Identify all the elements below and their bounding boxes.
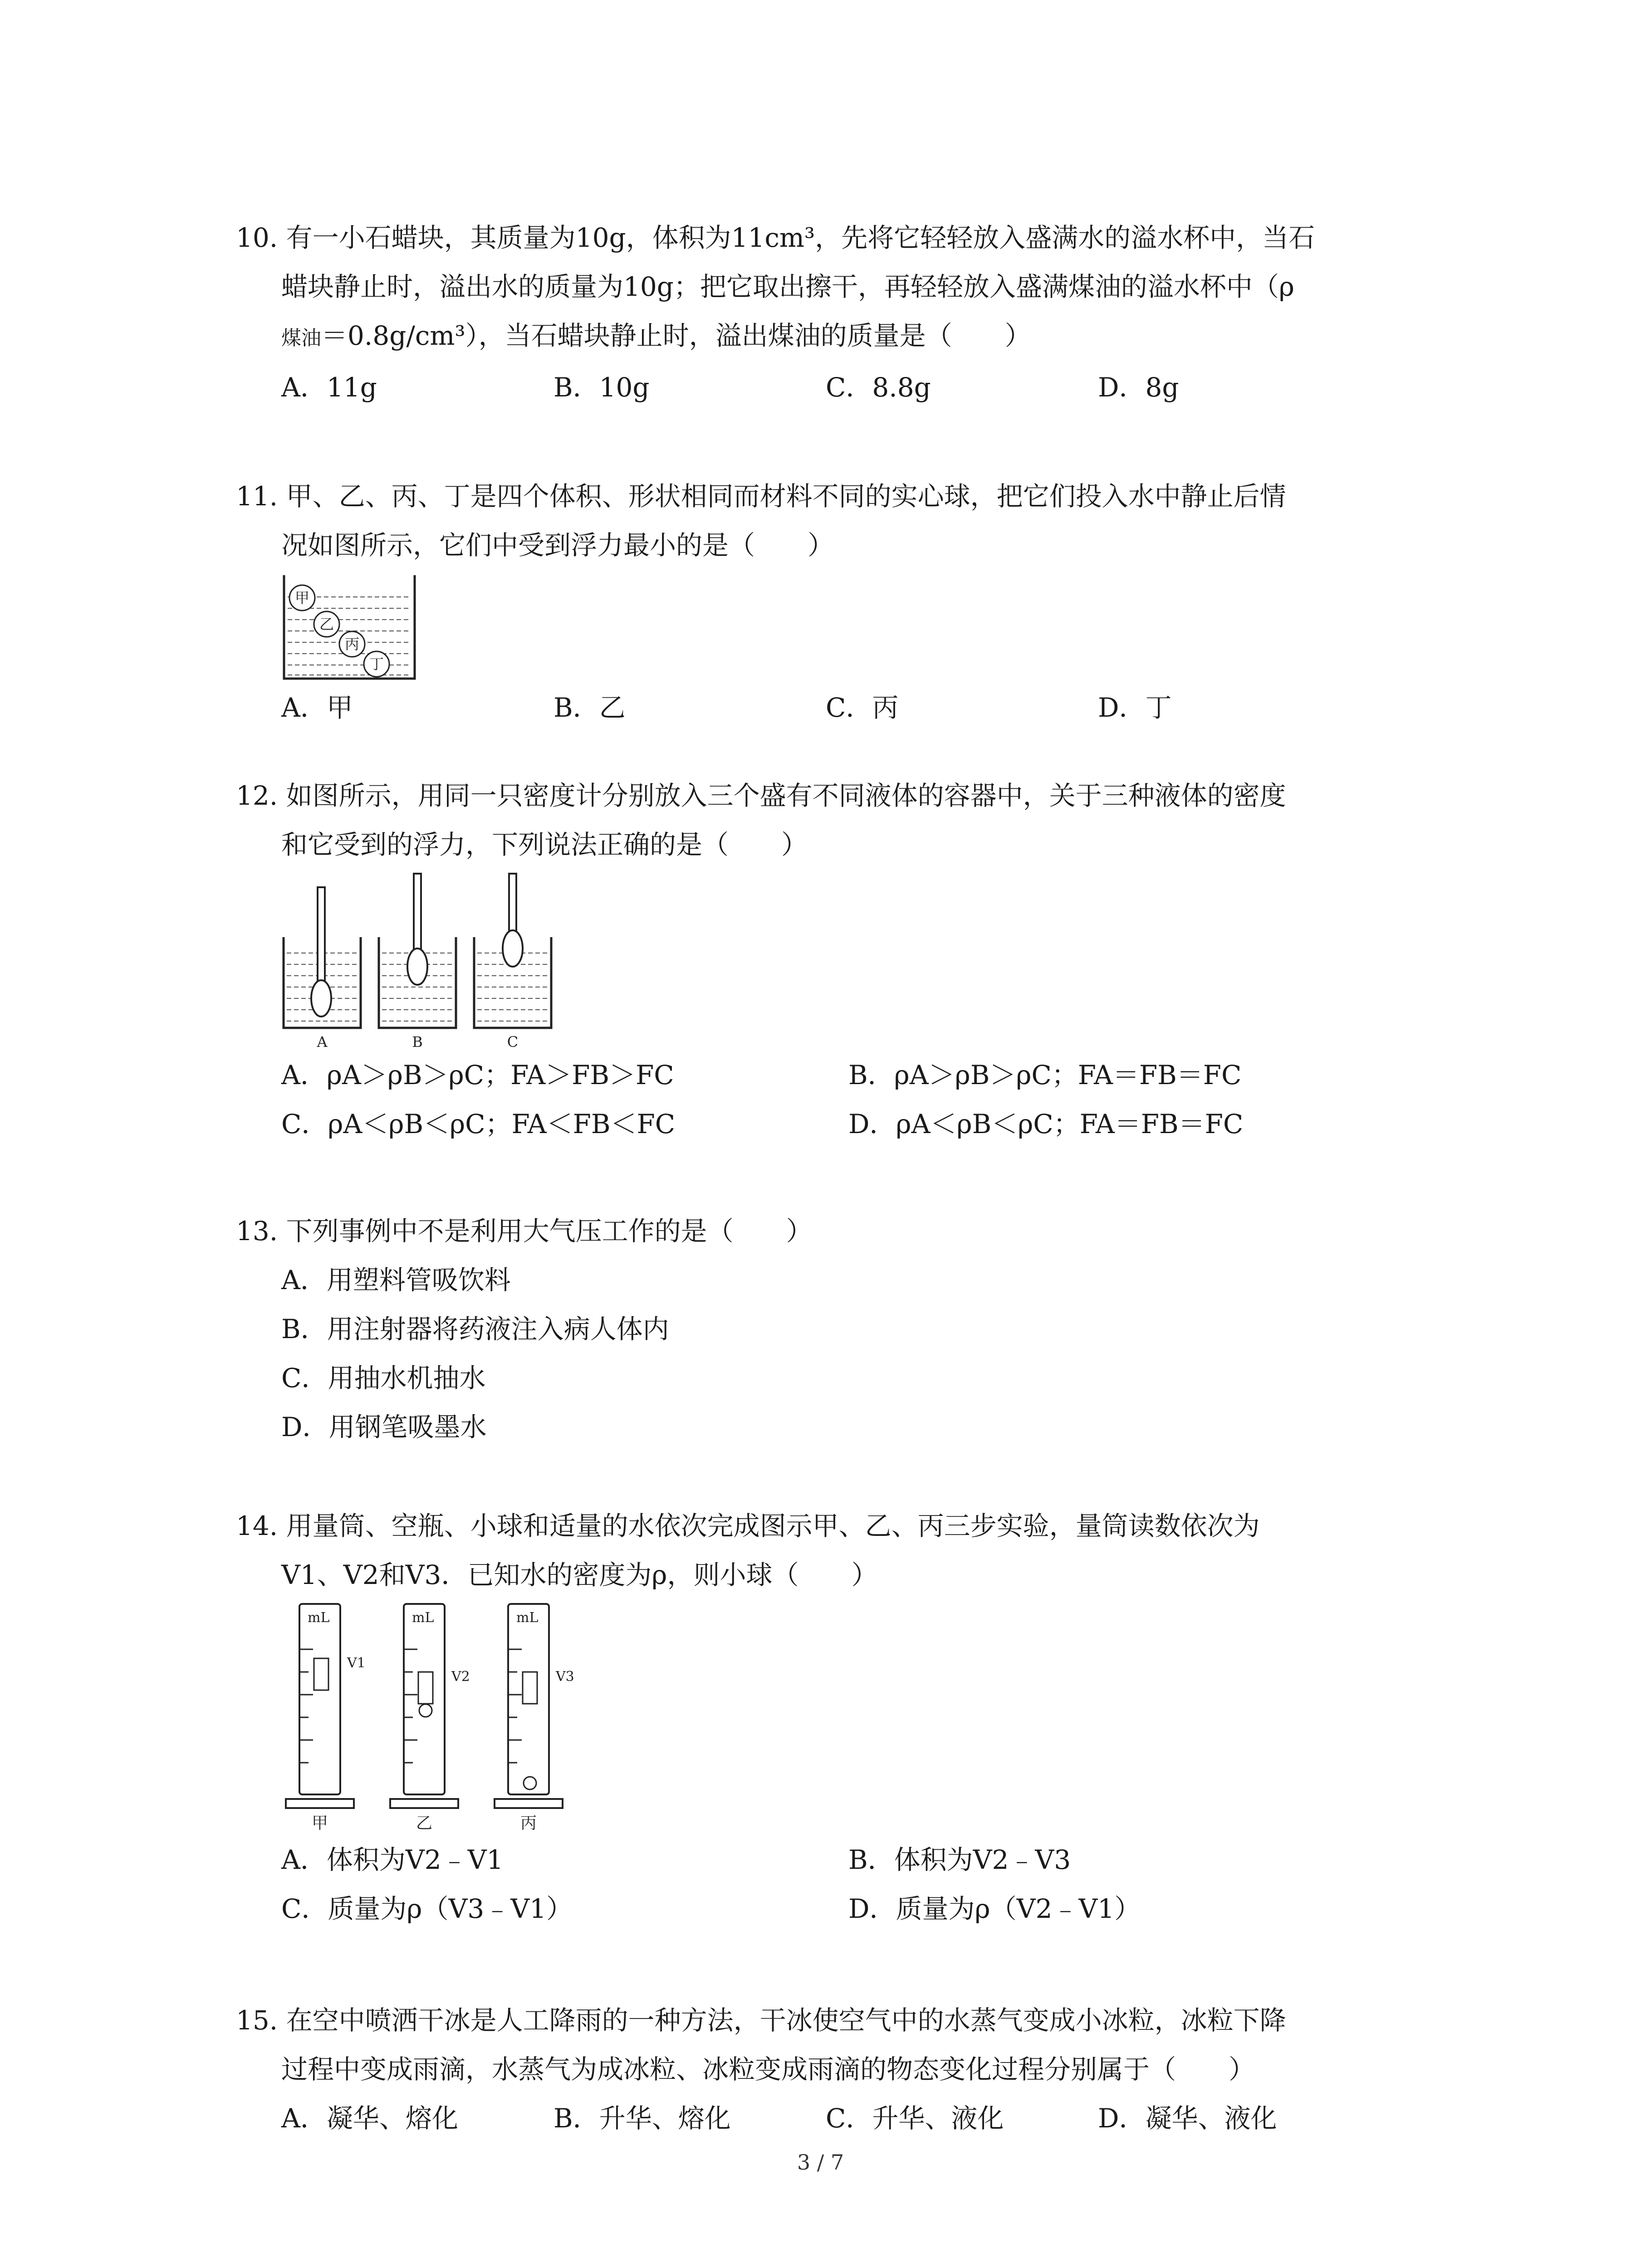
- q12-hydrometer-figure: [281, 869, 626, 1051]
- reading-v1: V1: [347, 1655, 366, 1671]
- question-14: [236, 1501, 1443, 1933]
- q11-option-a[interactable]: A．甲: [281, 692, 353, 723]
- q11-options: [236, 683, 1443, 732]
- q10-options: [236, 363, 1443, 412]
- cylinder-unit-2: mL: [412, 1610, 434, 1626]
- beaker-label-a: A: [317, 1033, 328, 1051]
- q11-option-d[interactable]: D．丁: [1098, 692, 1172, 723]
- q11-option-b[interactable]: B．乙: [554, 692, 626, 723]
- reading-v2: V2: [451, 1669, 470, 1685]
- q11-container-figure: [281, 570, 417, 683]
- q10-option-b[interactable]: B．10g: [554, 372, 650, 403]
- q12-line-2: 和它受到的浮力，下列说法正确的是（ ）: [281, 829, 808, 860]
- cylinder-label-yi: 乙: [416, 1814, 433, 1833]
- q11-option-c[interactable]: C．丙: [826, 692, 899, 723]
- q14-option-b[interactable]: B．体积为V2﹣V3: [848, 1844, 1071, 1875]
- q14-cylinders-figure: [281, 1599, 599, 1835]
- q12-option-c[interactable]: C．ρA＜ρB＜ρC；FA＜FB＜FC: [281, 1109, 676, 1139]
- q10-option-c[interactable]: C．8.8g: [826, 372, 931, 403]
- q10-option-d[interactable]: D．8g: [1098, 372, 1179, 403]
- q12-option-a[interactable]: A．ρA＞ρB＞ρC；FA＞FB＞FC: [281, 1060, 674, 1090]
- q14-options-row-1: [236, 1835, 1443, 1884]
- question-15: [236, 1996, 1443, 2143]
- q13-option-c[interactable]: C．用抽水机抽水: [281, 1363, 486, 1393]
- beaker-label-c: C: [507, 1033, 519, 1051]
- q15-options: [236, 2094, 1443, 2143]
- ball-label-ding: 丁: [369, 655, 384, 673]
- q10-option-a[interactable]: A．11g: [281, 372, 377, 403]
- q10-line-1: 10. 有一小石蜡块，其质量为10g，体积为11cm³，先将它轻轻放入盛满水的溢水杯中，当石: [236, 222, 1315, 253]
- q15-line-1: 15. 在空中喷洒干冰是人工降雨的一种方法，干冰使空气中的水蒸气变成小冰粒，冰粒下降: [236, 2005, 1286, 2036]
- q10-subscript: 煤油: [281, 327, 321, 350]
- ball-label-jia: 甲: [294, 589, 310, 606]
- reading-v3: V3: [556, 1669, 574, 1685]
- q14-option-a[interactable]: A．体积为V2﹣V1: [281, 1844, 504, 1875]
- q12-option-b[interactable]: B．ρA＞ρB＞ρC；FA＝FB＝FC: [848, 1060, 1242, 1090]
- question-11: [236, 472, 1443, 732]
- q10-line-2: 蜡块静止时，溢出水的质量为10g；把它取出擦干，再轻轻放入盛满煤油的溢水杯中（ρ: [281, 271, 1295, 302]
- q12-options-row-2: [236, 1100, 1443, 1149]
- beaker-label-b: B: [412, 1033, 423, 1051]
- cylinder-unit-3: mL: [516, 1610, 539, 1626]
- q13-line-1: 13. 下列事例中不是利用大气压工作的是（ ）: [236, 1216, 813, 1246]
- page-number: 3 / 7: [797, 2150, 844, 2175]
- ball-label-bing: 丙: [344, 635, 360, 653]
- cylinder-label-bing: 丙: [520, 1814, 537, 1833]
- q15-option-c[interactable]: C．升华、液化: [826, 2103, 1004, 2134]
- question-13: [236, 1207, 1443, 1452]
- q11-line-2: 况如图所示，它们中受到浮力最小的是（ ）: [281, 530, 834, 561]
- q14-option-c[interactable]: C．质量为ρ（V3﹣V1）: [281, 1893, 573, 1924]
- q13-option-b[interactable]: B．用注射器将药液注入病人体内: [281, 1314, 669, 1344]
- q13-option-a[interactable]: A．用塑料管吸饮料: [281, 1265, 511, 1295]
- q15-option-d[interactable]: D．凝华、液化: [1098, 2103, 1277, 2134]
- cylinder-label-jia: 甲: [311, 1814, 328, 1833]
- q11-line-1: 11. 甲、乙、丙、丁是四个体积、形状相同而材料不同的实心球，把它们投入水中静止后情: [236, 481, 1286, 512]
- q14-option-d[interactable]: D．质量为ρ（V2﹣V1）: [848, 1893, 1141, 1924]
- q14-line-2: V1、V2和V3．已知水的密度为ρ，则小球（ ）: [281, 1559, 878, 1590]
- q13-option-d[interactable]: D．用钢笔吸墨水: [281, 1412, 487, 1442]
- question-12: [236, 771, 1443, 1149]
- q15-option-a[interactable]: A．凝华、熔化: [281, 2103, 458, 2134]
- q12-option-d[interactable]: D．ρA＜ρB＜ρC；FA＝FB＝FC: [848, 1109, 1244, 1139]
- ball-label-yi: 乙: [319, 616, 334, 633]
- q15-line-2: 过程中变成雨滴，水蒸气为成冰粒、冰粒变成雨滴的物态变化过程分别属于（ ）: [281, 2054, 1255, 2085]
- q14-line-1: 14. 用量筒、空瓶、小球和适量的水依次完成图示甲、乙、丙三步实验，量筒读数依次为: [236, 1510, 1260, 1541]
- q12-options-row-1: [236, 1051, 1443, 1100]
- q10-line-3-text: ＝0.8g/cm³），当石蜡块静止时，溢出煤油的质量是（ ）: [321, 320, 1031, 351]
- cylinder-unit-1: mL: [308, 1610, 330, 1626]
- question-10: [236, 213, 1443, 412]
- q12-line-1: 12. 如图所示，用同一只密度计分别放入三个盛有不同液体的容器中，关于三种液体的密度: [236, 780, 1286, 811]
- q10-line-3: [236, 311, 1443, 363]
- q15-option-b[interactable]: B．升华、熔化: [554, 2103, 731, 2134]
- q14-options-row-2: [236, 1884, 1443, 1933]
